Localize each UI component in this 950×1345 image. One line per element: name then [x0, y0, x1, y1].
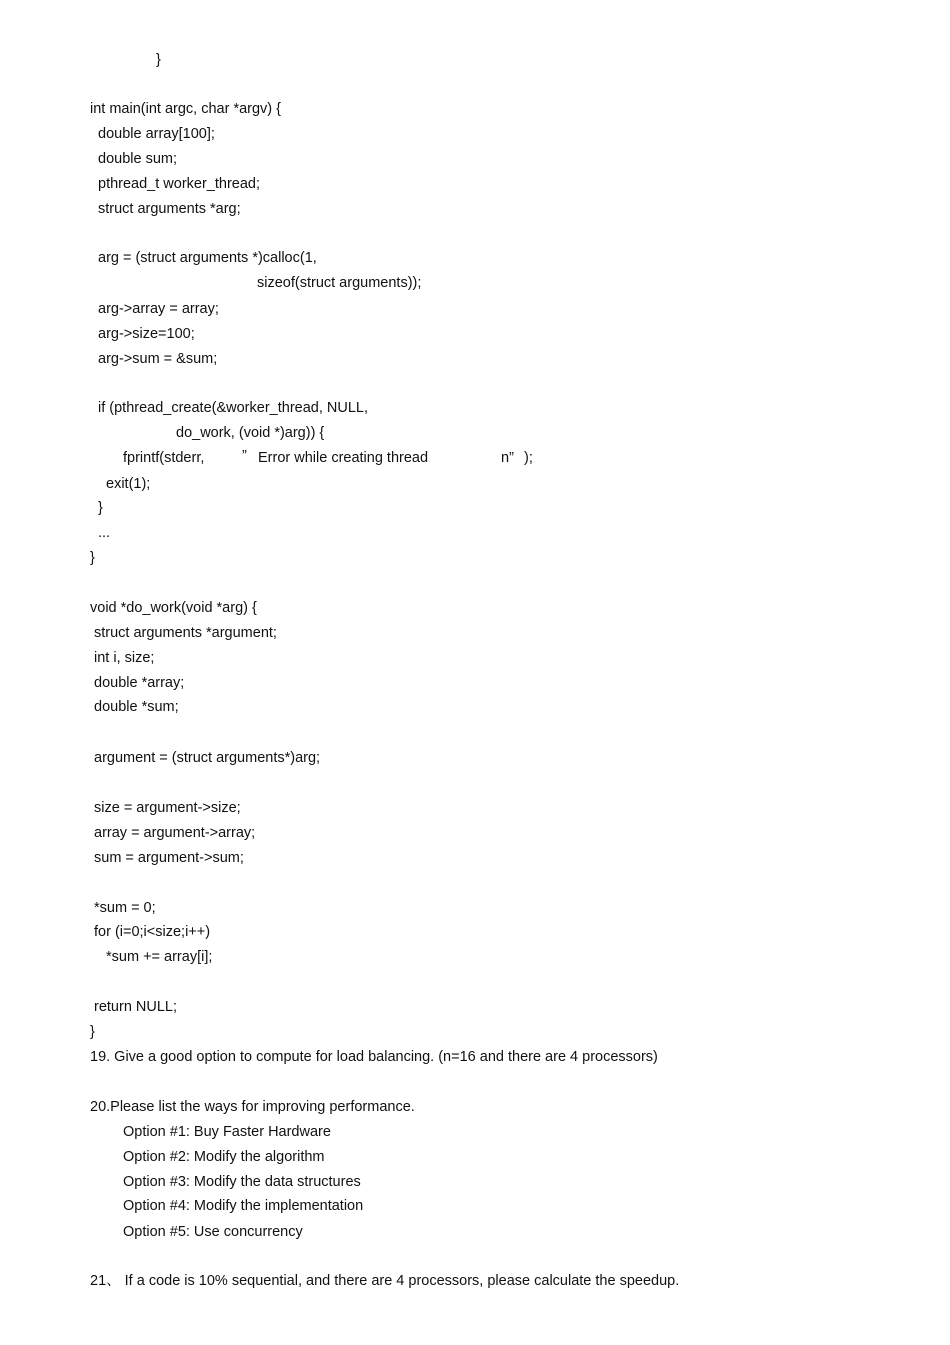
code-line: n” — [501, 450, 514, 466]
code-line: ... — [98, 525, 111, 541]
code-line: for (i=0;i<size;i++) — [94, 924, 211, 940]
code-line: } — [156, 52, 161, 68]
code-line: size = argument->size; — [94, 800, 241, 816]
code-line: if (pthread_create(&worker_thread, NULL, — [98, 400, 368, 416]
code-line: ); — [524, 450, 533, 466]
question-21: 21、 If a code is 10% sequential, and there are 4 processors, please calculate the speedup. — [90, 1273, 680, 1289]
option-item: Option #2: Modify the algorithm — [123, 1149, 325, 1165]
code-line: exit(1); — [106, 476, 151, 492]
code-line: pthread_t worker_thread; — [98, 176, 261, 192]
code-line: double *array; — [94, 675, 185, 691]
question-19: 19. Give a good option to compute for load balancing. (n=16 and there are 4 processors) — [90, 1049, 658, 1065]
code-line: double *sum; — [94, 699, 179, 715]
code-line: sizeof(struct arguments)); — [257, 275, 422, 291]
code-line: do_work, (void *)arg)) { — [176, 425, 325, 441]
code-line: double sum; — [98, 151, 177, 167]
code-line: struct arguments *argument; — [94, 625, 277, 641]
code-line: arg->sum = &sum; — [98, 351, 218, 367]
code-line: fprintf(stderr, — [123, 450, 205, 466]
code-line: Error while creating thread — [258, 450, 429, 466]
code-line: argument = (struct arguments*)arg; — [94, 750, 321, 766]
code-line: void *do_work(void *arg) { — [90, 600, 257, 616]
code-line: } — [98, 500, 103, 516]
option-item: Option #3: Modify the data structures — [123, 1174, 361, 1190]
code-line: sum = argument->sum; — [94, 850, 244, 866]
code-line: *sum = 0; — [94, 900, 156, 916]
option-item: Option #4: Modify the implementation — [123, 1198, 364, 1214]
code-line: } — [90, 1024, 95, 1040]
option-item: Option #5: Use concurrency — [123, 1224, 303, 1240]
code-line: *sum += array[i]; — [106, 949, 213, 965]
code-line: array = argument->array; — [94, 825, 256, 841]
code-line: int i, size; — [94, 650, 155, 666]
option-item: Option #1: Buy Faster Hardware — [123, 1124, 331, 1140]
code-line: arg->size=100; — [98, 326, 195, 342]
code-line: arg = (struct arguments *)calloc(1, — [98, 250, 317, 266]
code-line: arg->array = array; — [98, 301, 219, 317]
code-line: double array[100]; — [98, 126, 215, 142]
code-line: return NULL; — [94, 999, 178, 1015]
question-20: 20.Please list the ways for improving performance. — [90, 1099, 415, 1115]
code-line: struct arguments *arg; — [98, 201, 241, 217]
code-line: int main(int argc, char *argv) { — [90, 101, 281, 117]
code-line: } — [90, 550, 95, 566]
code-line: ” — [242, 448, 247, 464]
